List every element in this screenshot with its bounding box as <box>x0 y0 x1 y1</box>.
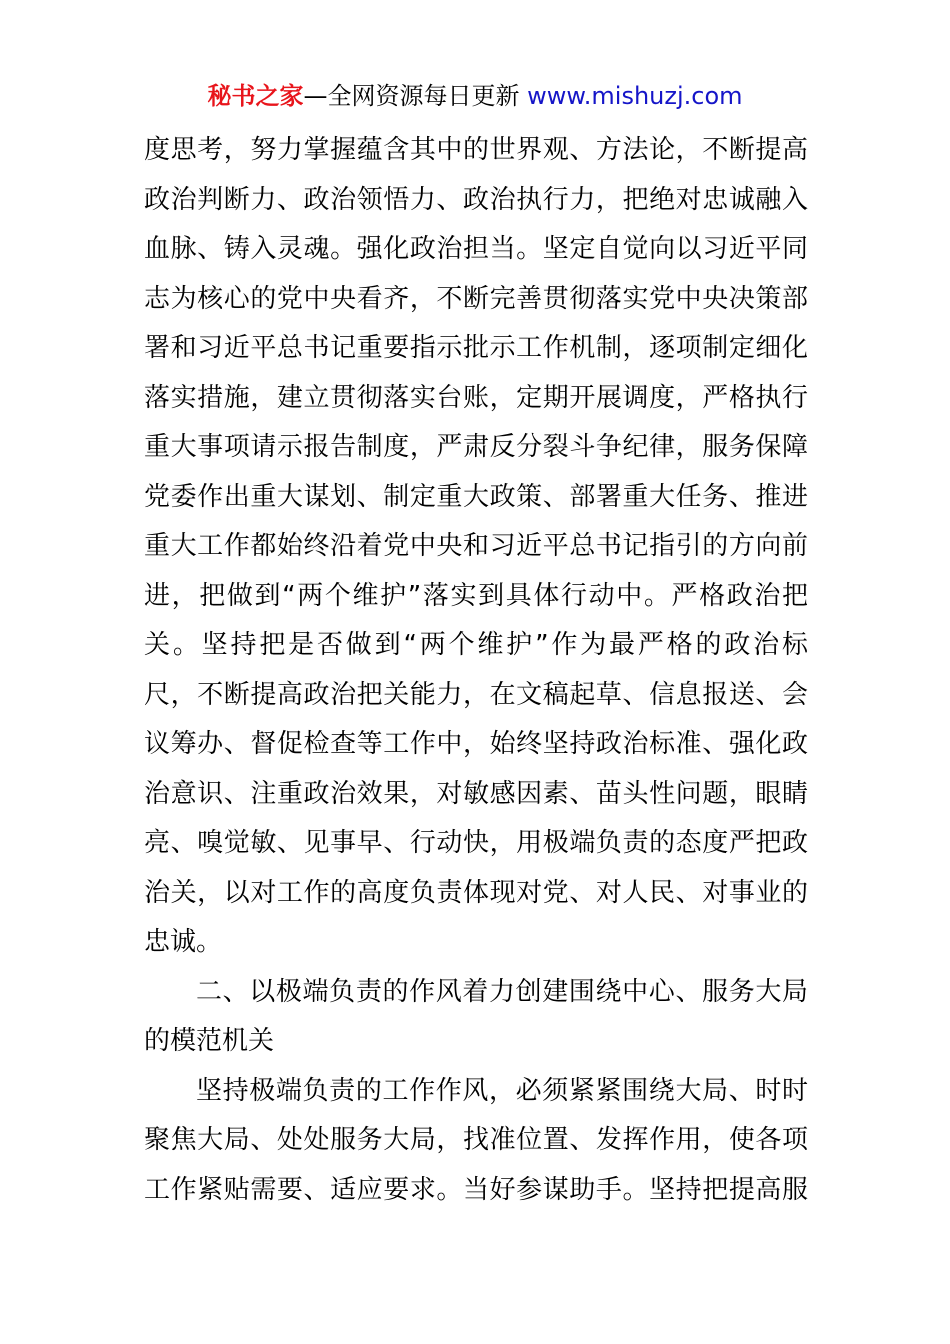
paragraph-start-line: 坚持极端负责的工作作风，必须紧紧围绕大局、时时 <box>196 1075 808 1106</box>
text-line: 亮、嗅觉敏、见事早、行动快，用极端负责的态度严把政 <box>144 828 808 858</box>
text-line: 血脉、铸入灵魂。强化政治担当。坚定自觉向以习近平同 <box>144 234 808 264</box>
text-line: 重大工作都始终沿着党中央和习近平总书记指引的方向前 <box>144 531 808 561</box>
document-body <box>144 126 808 1215</box>
text-line: 度思考，努力掌握蕴含其中的世界观、方法论，不断提高 <box>144 135 808 165</box>
text-line: 政治判断力、政治领悟力、政治执行力，把绝对忠诚融入 <box>144 184 808 215</box>
site-header <box>0 80 950 112</box>
text-line: 重大事项请示报告制度，严肃反分裂斗争纪律，服务保障 <box>144 432 808 462</box>
text-line: 治关，以对工作的高度负责体现对党、对人民、对事业的 <box>144 877 808 908</box>
section-heading-continued: 的模范机关 <box>144 1026 275 1056</box>
text-line: 议筹办、督促检查等工作中，始终坚持政治标准、强化政 <box>144 729 808 759</box>
site-url-link[interactable]: www.mishuzj.com <box>527 82 743 110</box>
text-line: 治意识、注重政治效果，对敏感因素、苗头性问题，眼睛 <box>144 778 808 809</box>
text-line: 进，把做到“两个维护”落实到具体行动中。严格政治把 <box>144 580 808 611</box>
paragraph-end-line: 忠诚。 <box>144 927 223 957</box>
site-tagline: —全网资源每日更新 <box>303 82 520 110</box>
text-line: 署和习近平总书记重要指示批示工作机制，逐项制定细化 <box>144 333 808 363</box>
text-line: 聚焦大局、处处服务大局，找准位置、发挥作用，使各项 <box>144 1125 808 1155</box>
text-line: 尺，不断提高政治把关能力，在文稿起草、信息报送、会 <box>144 679 808 710</box>
text-line: 关。坚持把是否做到“两个维护”作为最严格的政治标 <box>144 630 808 660</box>
text-line: 工作紧贴需要、适应要求。当好参谋助手。坚持把提高服 <box>144 1174 808 1205</box>
text-line: 落实措施，建立贯彻落实台账，定期开展调度，严格执行 <box>144 382 808 413</box>
text-line: 志为核心的党中央看齐，不断完善贯彻落实党中央决策部 <box>144 283 808 314</box>
text-line: 党委作出重大谋划、制定重大政策、部署重大任务、推进 <box>144 481 808 512</box>
section-heading: 二、以极端负责的作风着力创建围绕中心、服务大局 <box>196 976 808 1007</box>
site-brand: 秘书之家 <box>207 82 304 110</box>
